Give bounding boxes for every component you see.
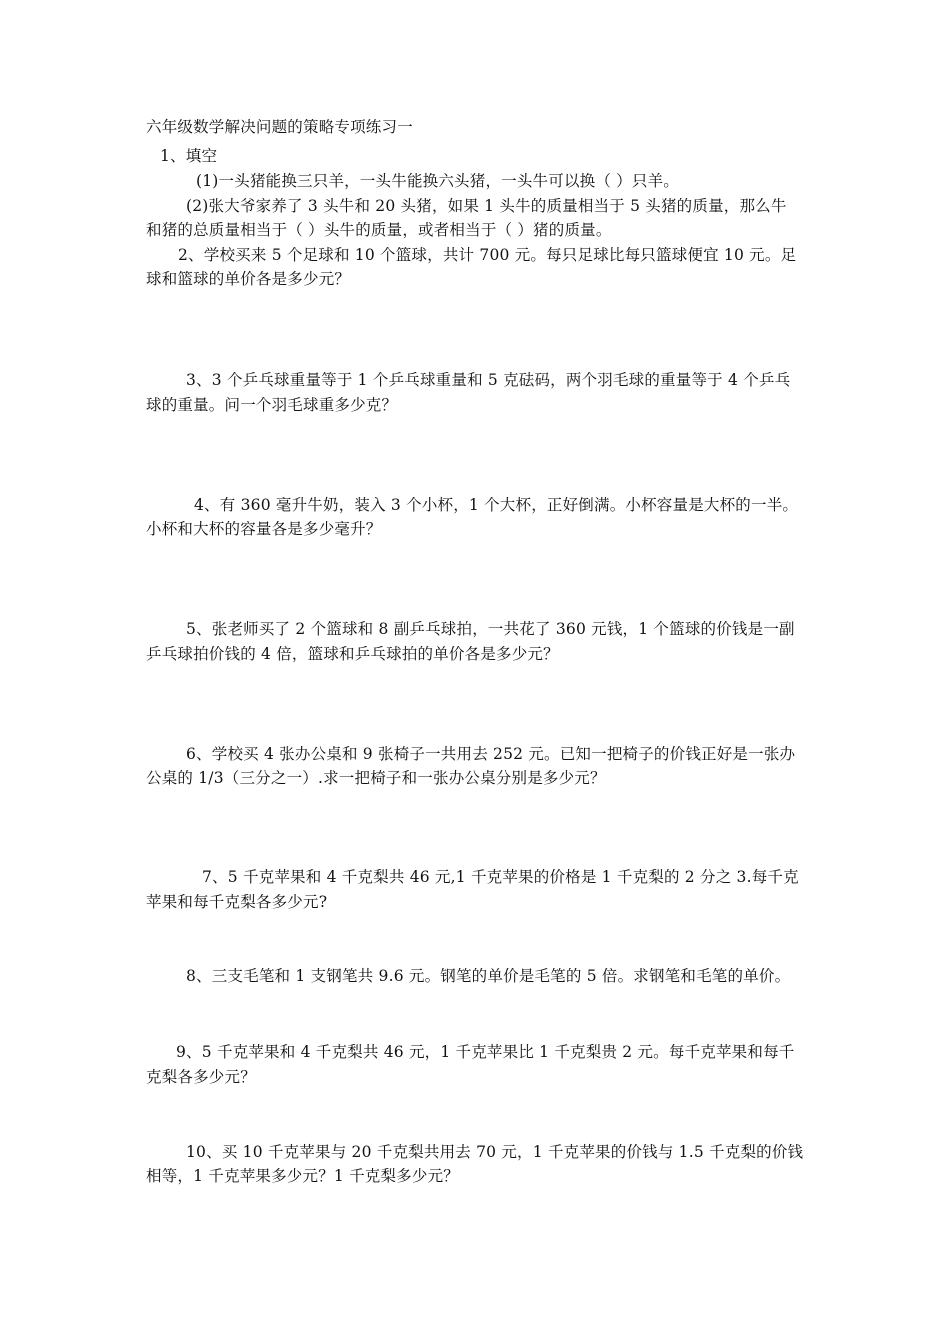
question-1-part-2-line-1: (2)张大爷家养了 3 头牛和 20 头猪，如果 1 头牛的质量相当于 5 头猪的质量，那么牛	[186, 197, 787, 215]
question-8-line-1: 8、三支毛笔和 1 支钢笔共 9.6 元。钢笔的单价是毛笔的 5 倍。求钢笔和毛笔的单价。	[186, 967, 791, 985]
question-4-line-1: 4、有 360 毫升牛奶，装入 3 个小杯，1 个大杯，正好倒满。小杯容量是大杯的一半。	[194, 496, 799, 514]
question-10-line-1: 10、买 10 千克苹果与 20 千克梨共用去 70 元，1 千克苹果的价钱与 1.5 千克梨的价钱	[186, 1143, 804, 1161]
question-5-line-1: 5、张老师买了 2 个篮球和 8 副乒乓球拍，一共花了 360 元钱，1 个篮球的价钱是一副	[186, 620, 795, 638]
question-2-line-2: 球和篮球的单价各是多少元？	[146, 270, 351, 288]
section-1-heading: 1、填空	[160, 147, 218, 165]
question-6-line-1: 6、学校买 4 张办公桌和 9 张椅子一共用去 252 元。已知一把椅子的价钱正好是一张办	[186, 745, 796, 763]
question-3-line-2: 球的重量。问一个羽毛球重多少克？	[146, 396, 398, 414]
question-1-part-2-line-2: 和猪的总质量相当于（ ）头牛的质量，或者相当于（ ）猪的质量。	[146, 221, 612, 239]
question-2-line-1: 2、学校买来 5 个足球和 10 个篮球，共计 700 元。每只足球比每只篮球便宜 10 元。足	[178, 246, 797, 264]
question-7-line-2: 苹果和每千克梨各多少元?	[146, 893, 328, 911]
question-9-line-1: 9、5 千克苹果和 4 千克梨共 46 元，1 千克苹果比 1 千克梨贵 2 元。每千克苹果和每千	[176, 1043, 795, 1061]
question-3-line-1: 3、3 个乒乓球重量等于 1 个乒乓球重量和 5 克砝码，两个羽毛球的重量等于 4 个乒乓	[186, 371, 791, 389]
question-6-line-2: 公桌的 1/3（三分之一）.求一把椅子和一张办公桌分别是多少元？	[146, 769, 606, 787]
question-9-line-2: 克梨各多少元？	[146, 1068, 256, 1086]
question-7-line-1: 7、5 千克苹果和 4 千克梨共 46 元,1 千克苹果的价格是 1 千克梨的 2 分之 3.每千克	[202, 868, 799, 886]
question-4-line-2: 小杯和大杯的容量各是多少毫升？	[146, 520, 382, 538]
question-5-line-2: 乒乓球拍价钱的 4 倍，篮球和乒乓球拍的单价各是多少元？	[146, 645, 559, 663]
question-1-part-1: (1)一头猪能换三只羊，一头牛能换六头猪，一头牛可以换（ ）只羊。	[196, 172, 679, 190]
document-title: 六年级数学解决问题的策略专项练习一	[146, 118, 413, 136]
question-10-line-2: 相等，1 千克苹果多少元？1 千克梨多少元？	[146, 1167, 459, 1185]
